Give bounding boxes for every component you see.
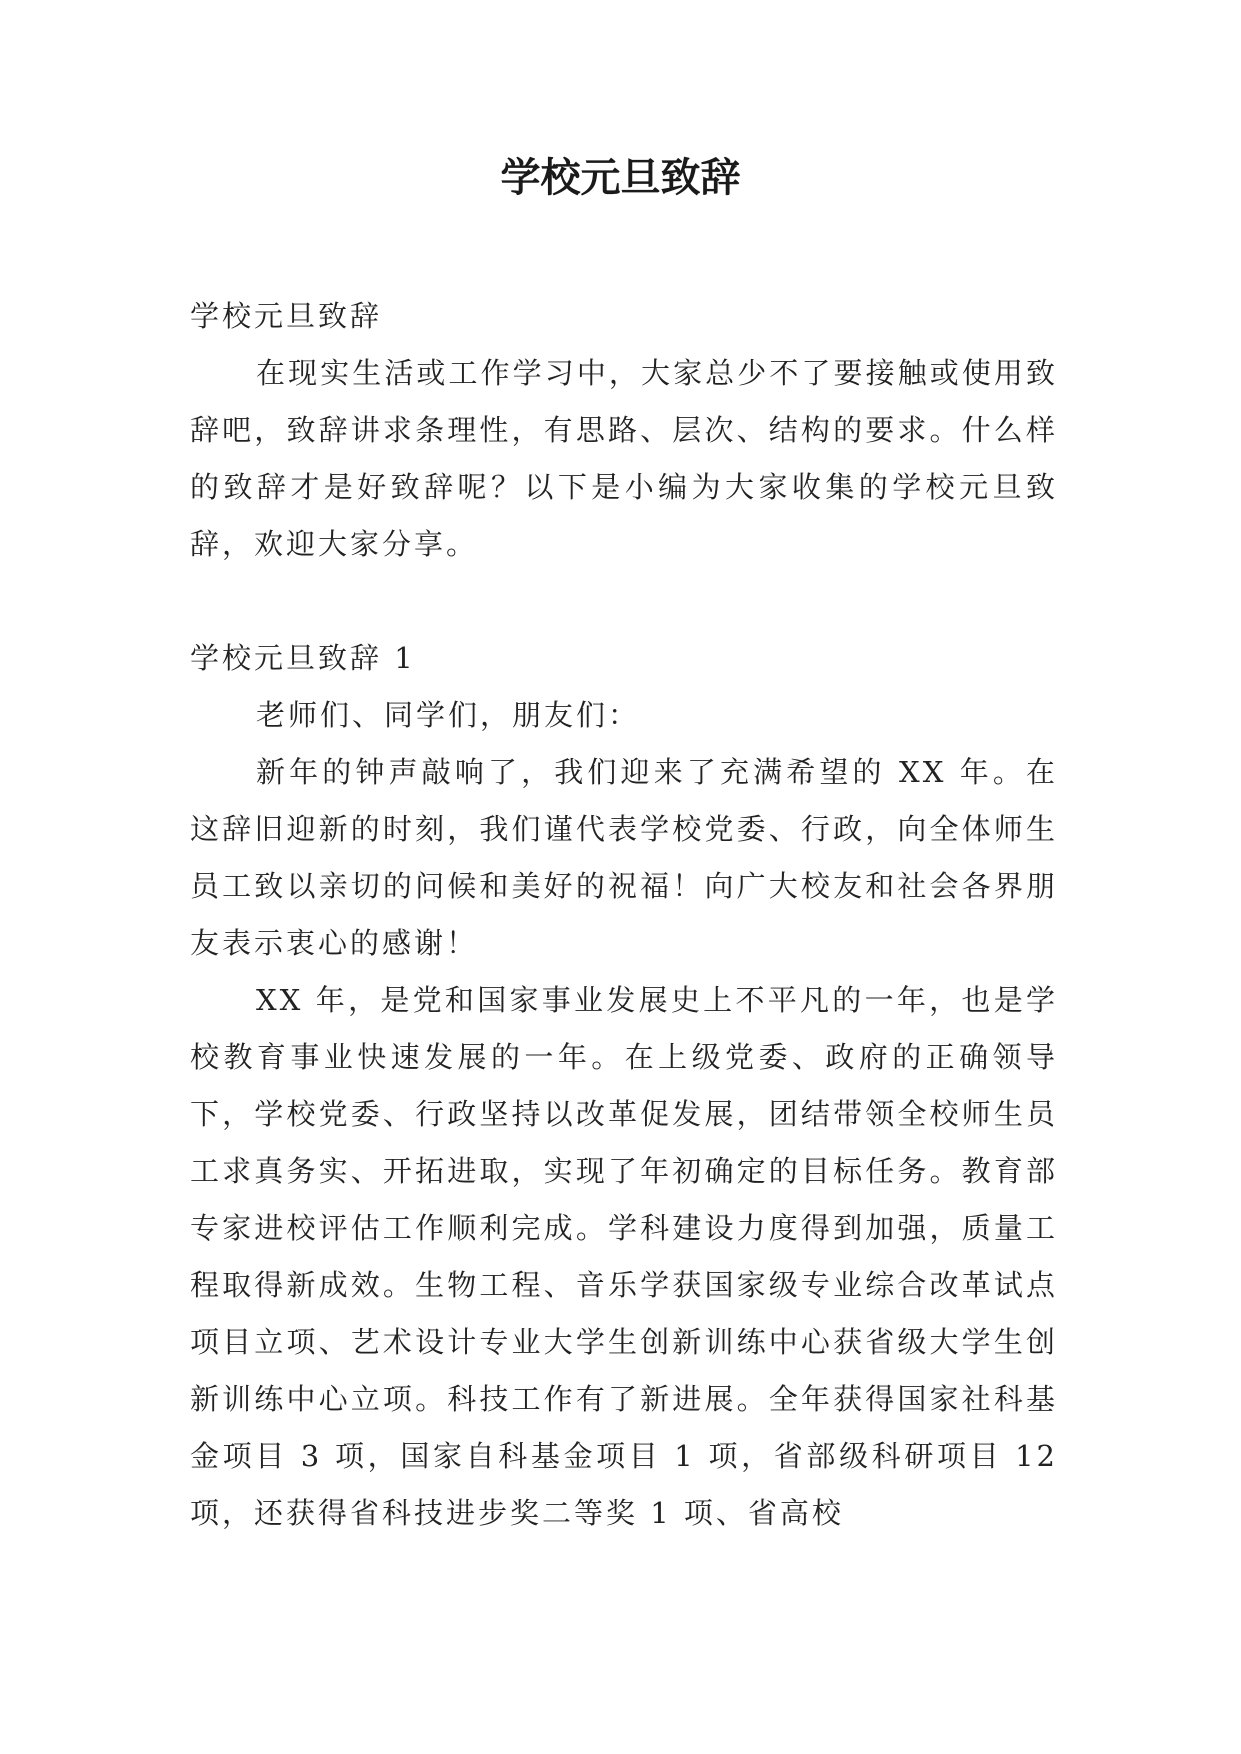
body-paragraph: XX 年，是党和国家事业发展史上不平凡的一年，也是学校教育事业快速发展的一年。在上级党委、政府的正确领导下，学校党委、行政坚持以改革促发展，团结带领全校师生员工求真务实、开拓进取，实现了年初确定的目标任务。教育部专家进校评估工作顺利完成。学科建设力度得到加强，质量工程取得新成效。生物工程、音乐学获国家级专业综合改革试点项目立项、艺术设计专业大学生创新训练中心获省级大学生创新训练中心立项。科技工作有了新进展。全年获得国家社科基金项目 3 项，国家自科基金项目 1 项，省部级科研项目 12 项，还获得省科技进步奖二等奖 1 项、省高校 (190, 983, 1058, 1530)
salutation: 老师们、同学们，朋友们： (256, 698, 641, 732)
intro-paragraph: 在现实生活或工作学习中，大家总少不了要接触或使用致辞吧，致辞讲求条理性，有思路、层次、结构的要求。什么样的致辞才是好致辞呢？以下是小编为大家收集的学校元旦致辞，欢迎大家分享。 (190, 356, 1058, 561)
document-body (190, 288, 1058, 1542)
document-subtitle: 学校元旦致辞 (190, 299, 383, 333)
section-spacer (190, 573, 1058, 630)
section-heading: 学校元旦致辞 1 (190, 641, 416, 675)
body-paragraph: 新年的钟声敲响了，我们迎来了充满希望的 XX 年。在这辞旧迎新的时刻，我们谨代表学校党委、行政，向全体师生员工致以亲切的问候和美好的祝福！向广大校友和社会各界朋友表示衷心的感谢！ (190, 755, 1058, 960)
document-title: 学校元旦致辞 (500, 155, 741, 201)
